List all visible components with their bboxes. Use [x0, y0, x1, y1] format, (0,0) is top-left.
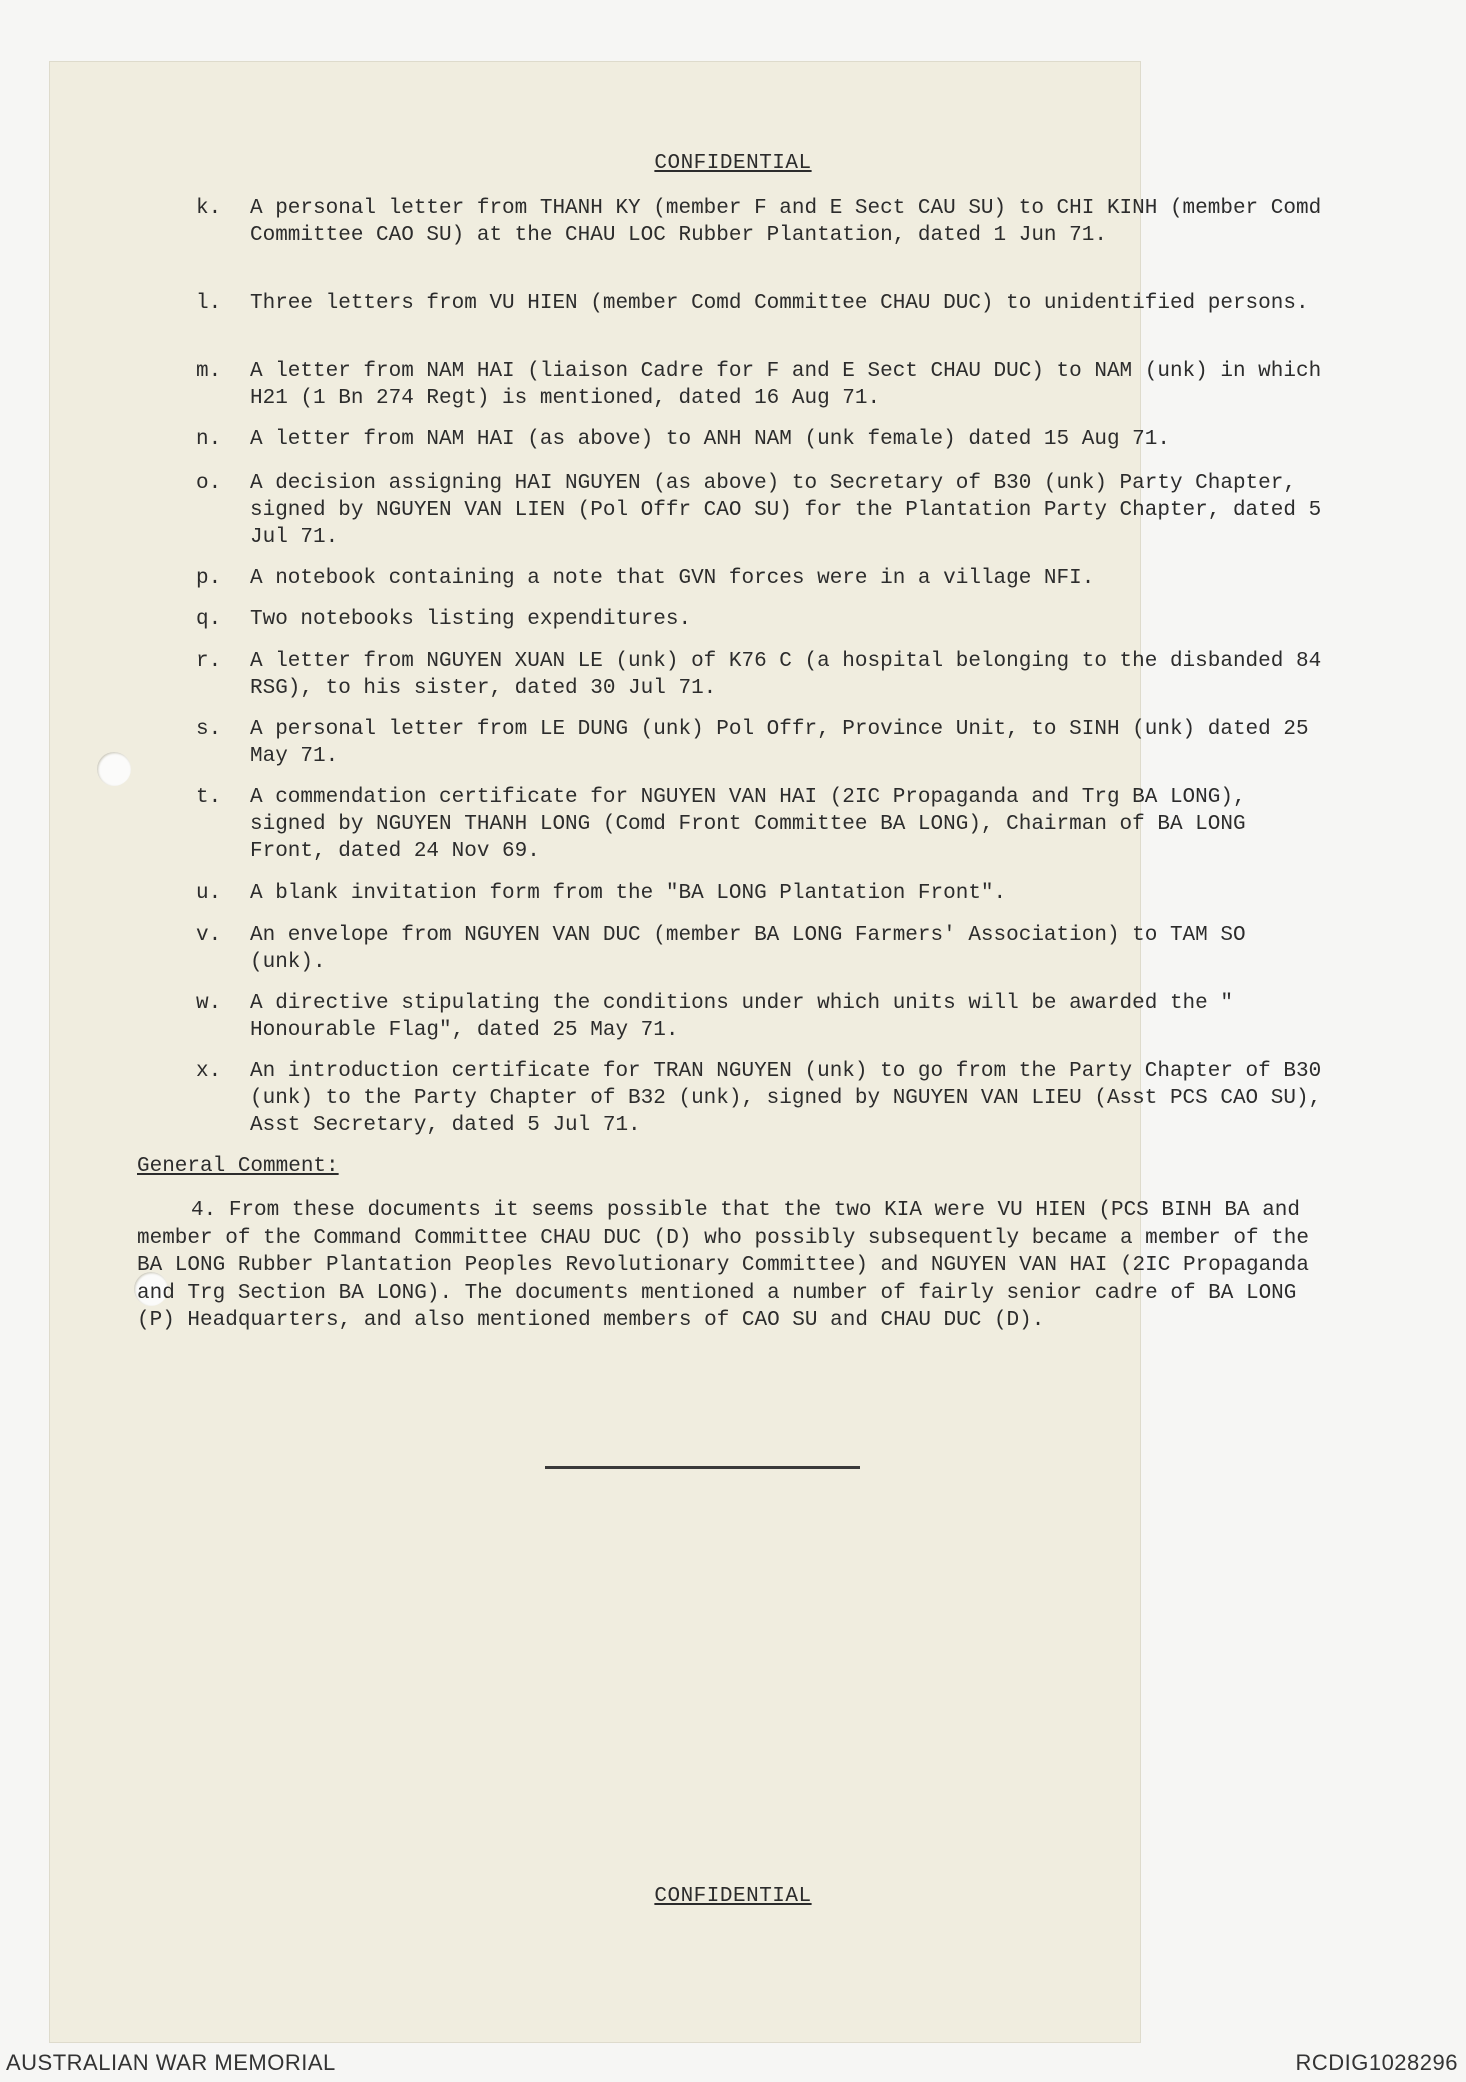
punch-hole: [97, 752, 131, 786]
item-text: A letter from NAM HAI (liaison Cadre for F and E Sect CHAU DUC) to NAM (unk) in which H21 (1 Bn 274 Regt) is mentioned, dated 16 Aug 71.: [250, 360, 1322, 410]
item-text: A personal letter from LE DUNG (unk) Pol Offr, Province Unit, to SINH (unk) dated 25 May 71.: [250, 718, 1309, 768]
item-text: A letter from NAM HAI (as above) to ANH NAM (unk female) dated 15 Aug 71.: [250, 428, 1170, 451]
item-letter: x.: [196, 1060, 222, 1083]
item-text: A letter from NGUYEN XUAN LE (unk) of K76 C (a hospital belonging to the disbanded 84 RSG), to his sister, dated 30 Jul 71.: [250, 650, 1322, 700]
item-text: A decision assigning HAI NGUYEN (as above) to Secretary of B30 (unk) Party Chapter, signed by NGUYEN VAN LIEN (Pol Offr CAO SU) for the Plantation Party Chapter, dated 5 Jul 71.: [250, 472, 1322, 549]
general-comment-paragraph: [137, 1197, 1337, 1335]
archive-reference: RCDIG1028296: [1295, 2050, 1458, 2075]
item-text: An introduction certificate for TRAN NGUYEN (unk) to go from the Party Chapter of B30 (unk) to the Party Chapter of B32 (unk), signed by NGUYEN VAN LIEU (Asst PCS CAO SU), Asst Secretary, dated 5 Jul 71.: [250, 1060, 1322, 1137]
item-letter: s.: [196, 718, 222, 741]
item-letter: t.: [196, 786, 222, 809]
item-letter: q.: [196, 608, 222, 631]
item-text: Two notebooks listing expenditures.: [250, 608, 692, 631]
divider-line: [545, 1466, 860, 1469]
item-letter: l.: [196, 292, 222, 315]
item-text: A personal letter from THANH KY (member F and E Sect CAU SU) to CHI KINH (member Comd Committee CAO SU) at the CHAU LOC Rubber Plantation, dated 1 Jun 71.: [250, 197, 1322, 247]
item-letter: v.: [196, 924, 222, 947]
header-classification: CONFIDENTIAL: [654, 152, 812, 175]
archive-name: AUSTRALIAN WAR MEMORIAL: [6, 2050, 336, 2075]
item-text: A notebook containing a note that GVN forces were in a village NFI.: [250, 567, 1095, 590]
item-letter: w.: [196, 992, 222, 1015]
item-letter: n.: [196, 428, 222, 451]
item-text: A commendation certificate for NGUYEN VAN HAI (2IC Propaganda and Trg BA LONG), signed by NGUYEN THANH LONG (Comd Front Committee BA LONG), Chairman of BA LONG Front, dated 24 Nov 69.: [250, 786, 1246, 863]
item-text: Three letters from VU HIEN (member Comd Committee CHAU DUC) to unidentified persons.: [250, 292, 1309, 315]
paragraph-text: From these documents it seems possible that the two KIA were VU HIEN (PCS BINH BA and member of the Command Committee CHAU DUC (D) who possibly subsequently became a member of the BA LONG Rubber Plantation Peoples Revolutionary Committee) and NGUYEN VAN HAI (2IC Propaganda and Trg Section BA LONG). The documents mentioned a number of fairly senior cadre of BA LONG (P) Headquarters, and also mentioned members of CAO SU and CHAU DUC (D).: [137, 1199, 1309, 1332]
item-letter: u.: [196, 882, 222, 905]
general-comment-heading: General Comment:: [137, 1155, 339, 1178]
item-letter: r.: [196, 650, 222, 673]
paragraph-number: 4.: [191, 1199, 217, 1222]
item-letter: o.: [196, 472, 222, 495]
item-letter: p.: [196, 567, 222, 590]
item-letter: m.: [196, 360, 222, 383]
item-text: A directive stipulating the conditions under which units will be awarded the " Honourable Flag", dated 25 May 71.: [250, 992, 1233, 1042]
item-text: An envelope from NGUYEN VAN DUC (member BA LONG Farmers' Association) to TAM SO (unk).: [250, 924, 1246, 974]
item-text: A blank invitation form from the "BA LONG Plantation Front".: [250, 882, 1007, 905]
footer-classification: CONFIDENTIAL: [654, 1885, 812, 1908]
item-letter: k.: [196, 197, 222, 220]
